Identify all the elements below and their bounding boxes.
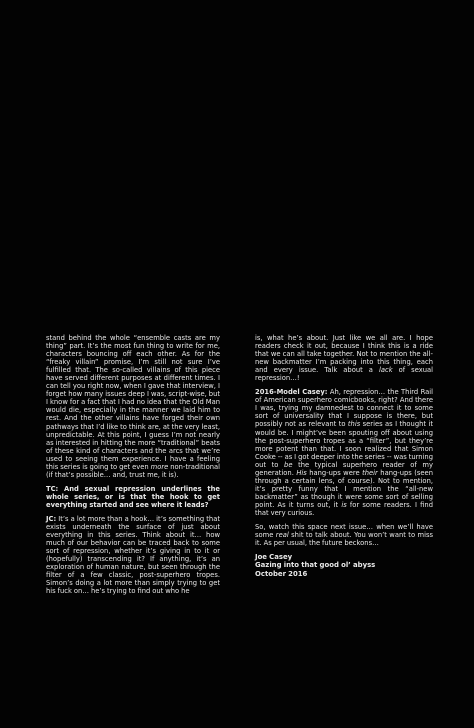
answer-paragraph-ensemble [46, 334, 220, 479]
emphasis-text: is [341, 500, 347, 509]
emphasis-text: this [347, 420, 361, 429]
text-span: hang-ups (seen through a certain lens, of course). Not to mention, it’s pretty funny that I mention the “all-new backmatter” as though it were some sort of selling point. As it turns out, it [255, 468, 433, 509]
text-span: series as I thought it would be. I might’ve been spouting off about using the post-superhero tropes as a “filter”, but they’re more potent than that. I soon realized that Simon Cooke -- as I got deeper into the series -- was turning out to [255, 420, 433, 469]
author-tagline: Gazing into that good ol’ abyss [255, 561, 376, 570]
text-span: Ah, repression… the Third Rail of American superhero comicbooks, right? And there I was, trying my damnedest to connect it to some sort of universality that I suppose is there, but possibly not as relevant to [255, 388, 433, 429]
text-span: hang-ups were [306, 468, 363, 477]
text-span: the typical superhero reader of my generation. [255, 460, 433, 477]
right-column [255, 334, 433, 578]
speaker-label: 2016-Model Casey: [255, 388, 328, 397]
text-span: is, what he’s about. Just like we all are. I hope readers check it out, because I think this is a ride that we can all take together. Not to mention the all-new backmatter I’m packing into this thing, each and every issue. Talk about a [255, 334, 433, 375]
text-span: shit to talk about. You won’t want to miss it. As per usual, the future beckons… [255, 531, 433, 548]
answer-paragraph-continued [255, 334, 433, 382]
author-name: Joe Casey [255, 553, 293, 562]
emphasis-text: His [296, 468, 307, 477]
answer-paragraph-repression [46, 515, 220, 595]
text-span: of sexual repression…! [255, 366, 434, 383]
signature-block [255, 553, 433, 578]
signature-date: October 2016 [255, 569, 308, 578]
text-span: stand behind the whole “ensemble casts are my thing” part. It’s the most fun thing to write for me, characters bouncing off each other. As for the “freaky villain” promise, I’m still not sure I’ve fulfilled that. The so-called villains of this piece have served different purposes at different times. I can tell you right now, when I gave that interview, I forget how many issues deep I was, script-wise, but I know for a fact that I had no idea that the Old Man would die, especially in the manner we laid him to rest. And the other villains have forged their own pathways that I’d like to think are, at the very least, unpredictable. At this point, I guess I’m not nearly as interested in hitting the more “traditional” beats of these kind of characters and the arcs that we’re used to seeing them experience. I have a feeling this series is going to get even [46, 334, 220, 471]
emphasis-text: be [284, 460, 293, 469]
commentary-paragraph [255, 388, 433, 517]
left-column [46, 334, 220, 601]
interview-question: TC: And sexual repression underlines the whole series, or is that the hook to get everything started and see where it leads? [46, 484, 220, 509]
text-span: It’s a lot more than a hook… it’s something that exists underneath the surface of just about everything in this series. Think about it… how much of our behavior can be traced back to some sort of repression, whether it’s giving in to it or (hopefully) transcending it? If anything, it’s an exploration of human nature, but seen through the filter of a few classic, post-superhero tropes. Simon’s doing a lot more than simply trying to get his fuck on… he’s trying to find out who he [46, 514, 220, 596]
speaker-label: JC: [46, 514, 57, 523]
closing-paragraph [255, 523, 433, 547]
text-span: So, watch this space next issue… when we’ll have some [255, 523, 433, 540]
emphasis-text: real [275, 531, 289, 540]
text-span: non-traditional (if that’s possible… and, trust me, it is). [46, 462, 220, 479]
emphasis-text: more [150, 462, 169, 471]
emphasis-text: lack [378, 366, 393, 375]
text-span: for some readers. I find that very curious. [255, 500, 433, 517]
emphasis-text: their [362, 468, 378, 477]
